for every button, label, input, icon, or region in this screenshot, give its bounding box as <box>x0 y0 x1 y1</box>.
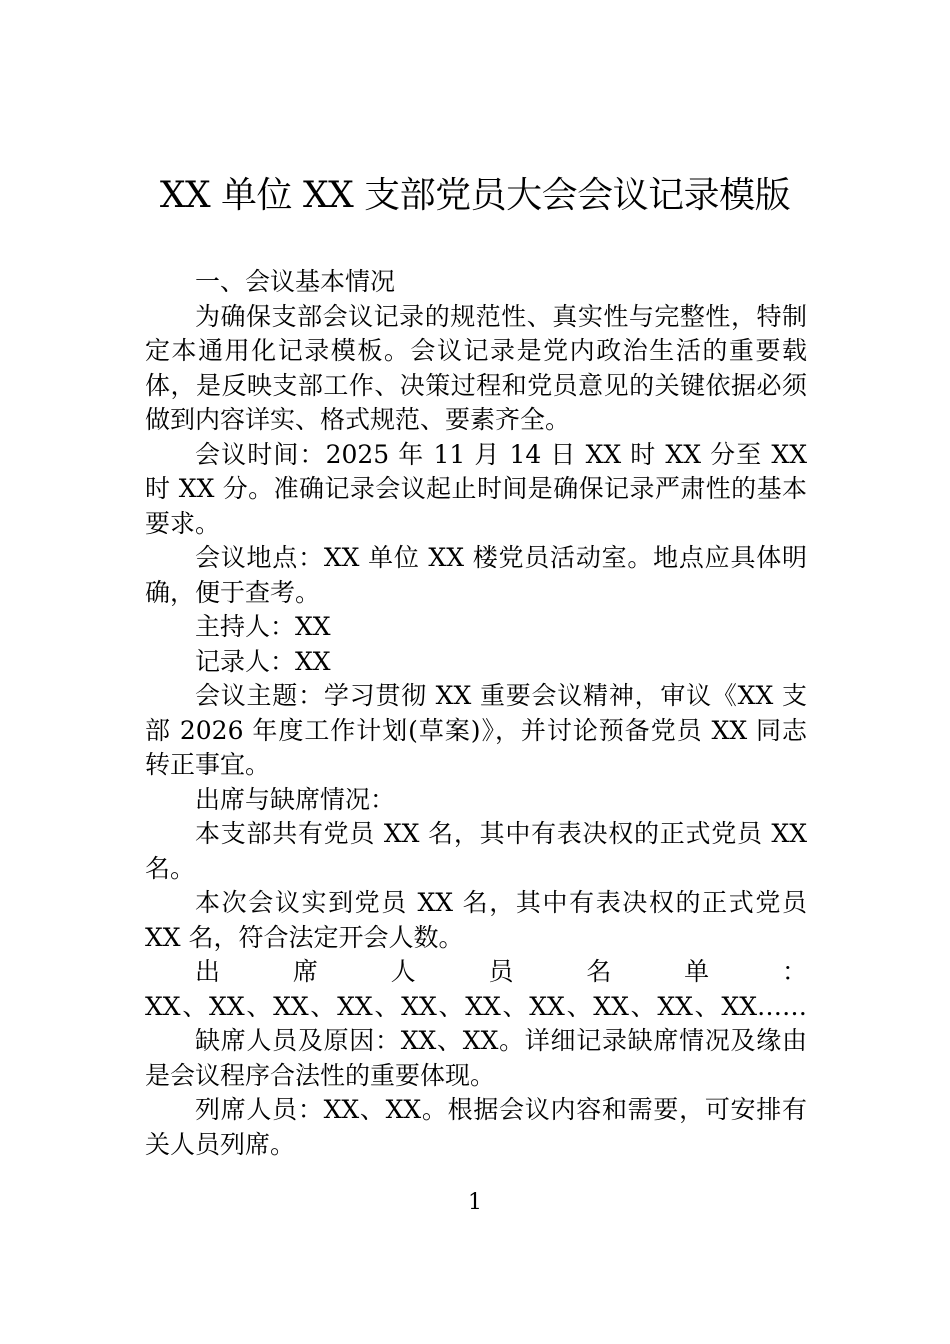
page-number: 1 <box>468 1190 482 1215</box>
paragraph-meeting-time: 会议时间：2025 年 11 月 14 日 XX 时 XX 分至 XX 时 XX 分。准确记录会议起止时间是确保记录严肃性的基本要求。 <box>145 439 807 538</box>
paragraph-absentees: 缺席人员及原因：XX、XX。详细记录缺席情况及缘由是会议程序合法性的重要体现。 <box>145 1026 807 1090</box>
paragraph-member-count: 本支部共有党员 XX 名，其中有表决权的正式党员 XX 名。 <box>145 819 807 883</box>
paragraph-meeting-location: 会议地点：XX 单位 XX 楼党员活动室。地点应具体明确，便于查考。 <box>145 543 807 607</box>
attendee-list: XX、XX、XX、XX、XX、XX、XX、XX、XX、XX…… <box>145 991 807 1021</box>
paragraph-observers: 列席人员：XX、XX。根据会议内容和需要，可安排有关人员列席。 <box>145 1095 807 1159</box>
paragraph-recorder: 记录人：XX <box>195 646 331 676</box>
paragraph-intro: 为确保支部会议记录的规范性、真实性与完整性，特制定本通用化记录模板。会议记录是党内政治生活的重要载体，是反映支部工作、决策过程和党员意见的关键依据必须做到内容详实、格式规范、要素齐全。 <box>145 301 807 434</box>
paragraph-host: 主持人：XX <box>195 612 331 641</box>
section-heading: 一、会议基本情况 <box>195 267 396 296</box>
paragraph-attendance-heading: 出席与缺席情况： <box>195 784 396 814</box>
paragraph-meeting-topic: 会议主题：学习贯彻 XX 重要会议精神，审议《XX 支部 2026 年度工作计划(草案)》，并讨论预备党员 XX 同志转正事宜。 <box>145 681 807 779</box>
document-body <box>145 265 807 1162</box>
attendee-label: 出 席 人 员 名 单 ： <box>195 957 807 986</box>
document-title: XX 单位 XX 支部党员大会会议记录模版 <box>159 175 791 216</box>
paragraph-present-count: 本次会议实到党员 XX 名，其中有表决权的正式党员 XX 名，符合法定开会人数。 <box>145 888 807 952</box>
